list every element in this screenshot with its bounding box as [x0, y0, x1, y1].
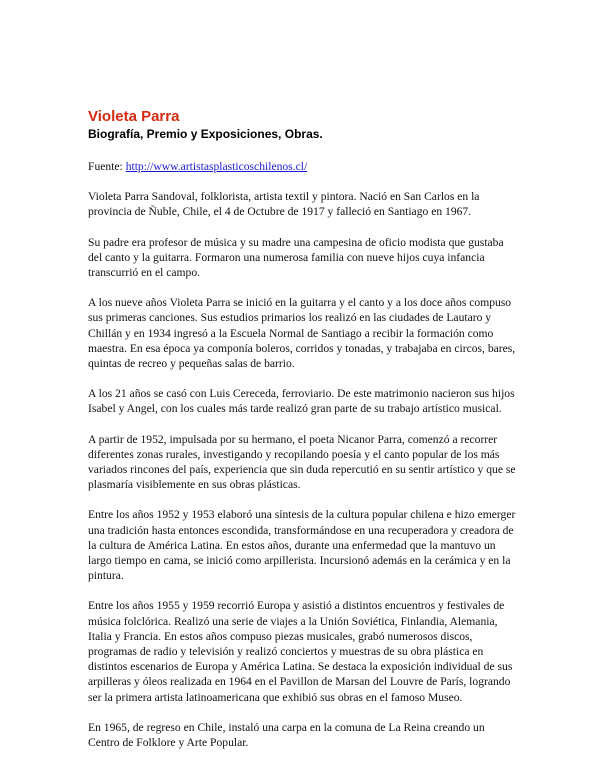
source-label: Fuente: — [88, 160, 123, 173]
document-page — [88, 108, 518, 750]
paragraph-4: A los 21 años se casó con Luis Cereceda, ferroviario. De este matrimonio nacieron sus hijos Isabel y Angel, con los cuales más tarde realizó gran parte de su trabajo artístico musical. — [88, 387, 515, 416]
document-title: Violeta Parra — [88, 108, 180, 125]
paragraph-8: En 1965, de regreso en Chile, instaló una carpa en la comuna de La Reina creando un Centro de Folklore y Arte Popular. — [88, 720, 485, 750]
paragraph-2: Su padre era profesor de música y su madre una campesina de oficio modista que gustaba del canto y la guitarra. Formaron una numerosa familia con nueve hijos cuya infancia transcurrió en el campo. — [88, 235, 504, 280]
source-link[interactable]: http://www.artistasplasticoschilenos.cl/ — [125, 160, 308, 173]
paragraph-7: Entre los años 1955 y 1959 recorrió Europa y asistió a distintos encuentros y festivales de música folclórica. Realizó una serie de viajes a la Unión Soviética, Finlandia, Alemania, Italia y Francia. En estos años compuso piezas musicales, grabó numerosos discos, programas de radio y televisión y realizó conciertos y muestras de su obra plástica en distintos escenarios de Europa y América Latina. Se destaca la exposición individual de sus arpilleras y óleos realizada en 1964 en el Pavillon de Marsan del Louvre de París, logrando ser la primera artista latinoamericana que exhibió sus obras en el famoso Museo. — [88, 599, 513, 704]
document-subtitle: Biografía, Premio y Exposiciones, Obras. — [88, 127, 323, 141]
paragraph-3: A los nueve años Violeta Parra se inició en la guitarra y el canto y a los doce años compuso sus primeras canciones. Sus estudios primarios los realizó en las ciudades de Lautaro y Chillán y en 1934 ingresó a la Escuela Normal de Santiago a recibir la formación como maestra. En esa época ya componía boleros, corridos y tonadas, y trabajaba en circos, bares, quintas de recreo y pequeñas salas de barrio. — [88, 296, 516, 371]
paragraph-6: Entre los años 1952 y 1953 elaboró una síntesis de la cultura popular chilena e hizo emerger una tradición hasta entonces escondida, transformándose en una recuperadora y creadora de la cultura de América Latina. En estos años, durante una enfermedad que la mantuvo un largo tiempo en cama, se inició como arpillerista. Incursionó además en la cerámica y en la pintura. — [88, 508, 516, 583]
paragraph-5: A partir de 1952, impulsada por su hermano, el poeta Nicanor Parra, comenzó a recorrer diferentes zonas rurales, investigando y recopilando poesía y el canto popular de los más variados rincones del país, experiencia que sin duda repercutió en su sentir artístico y que se plasmaría visiblemente en sus obras plásticas. — [88, 432, 516, 492]
source-line — [88, 159, 518, 174]
paragraph-1: Violeta Parra Sandoval, folklorista, artista textil y pintora. Nació en San Carlos en la provincia de Ñuble, Chile, el 4 de Octubre de 1917 y falleció en Santiago en 1967. — [88, 190, 480, 219]
